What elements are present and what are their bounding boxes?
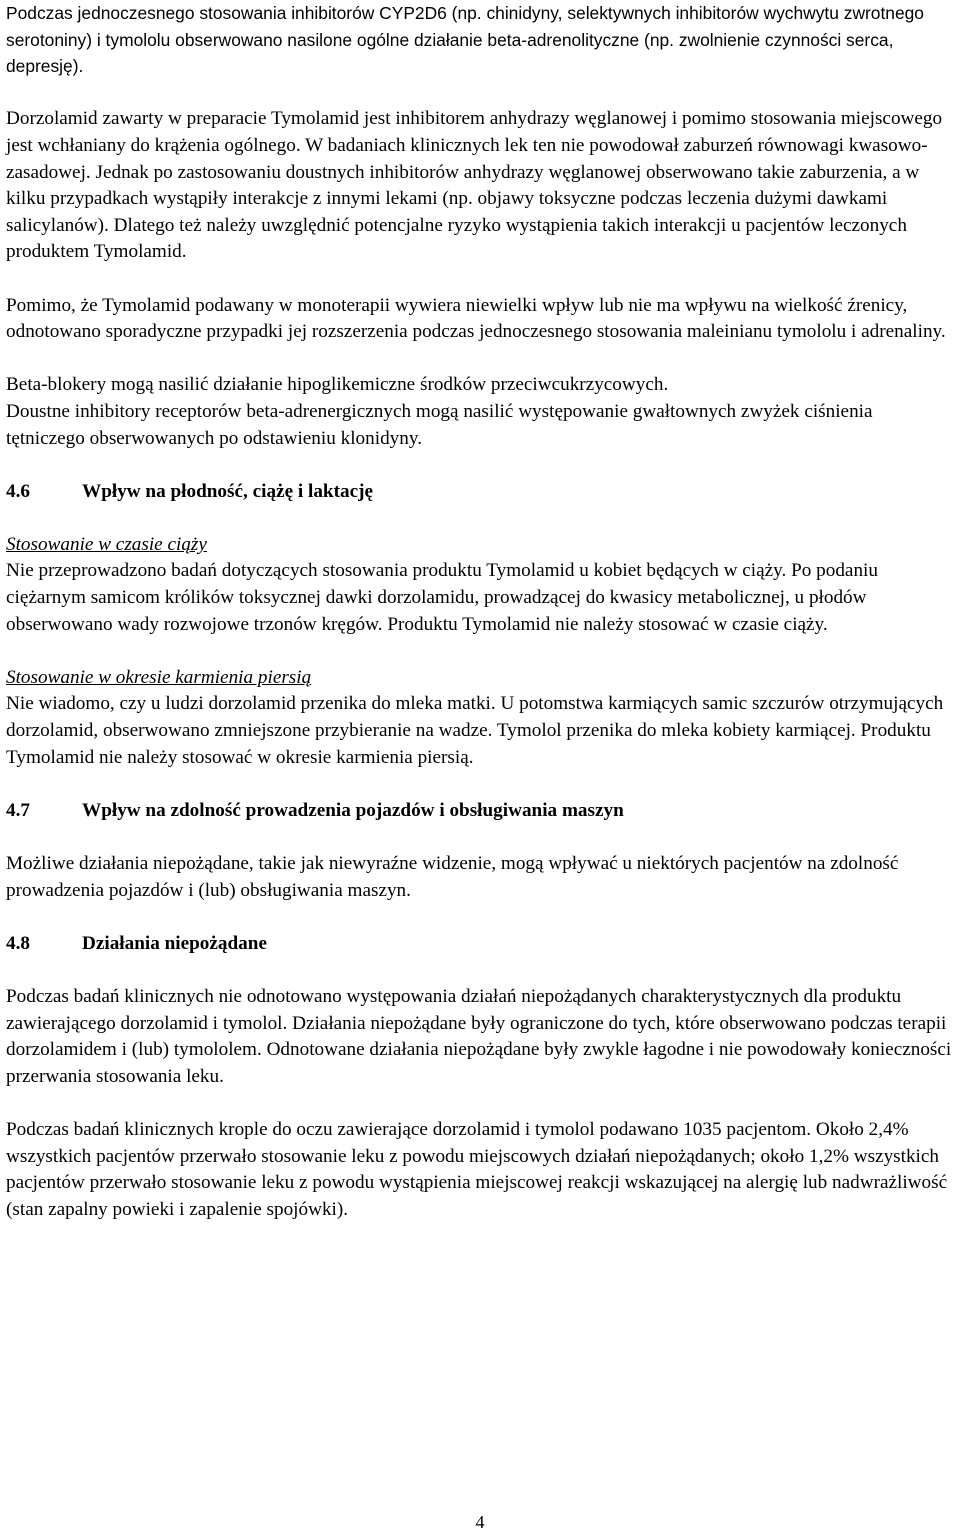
- section-title: Wpływ na zdolność prowadzenia pojazdów i obsługiwania maszyn: [82, 799, 624, 821]
- paragraph-line: Doustne inhibitory receptorów beta-adrenergicznych mogą nasilić występowanie gwałtownych zwyżek ciśnienia tętniczego obserwowanych po odstawieniu klonidyny.: [6, 400, 873, 449]
- paragraph-cyp2d6-interaction: [6, 0, 956, 80]
- paragraph-text: Nie przeprowadzono badań dotyczących stosowania produktu Tymolamid u kobiet będących w ciąży. Po podaniu ciężarnym samicom królików toksycznej dawki dorzolamidu, prowadzącej do kwasicy metabolicznej, u płodów obserwowano wady rozwojowe trzonów kręgów. Produktu Tymolamid nie należy stosować w czasie ciąży.: [6, 560, 878, 635]
- page-number: 4: [475, 1512, 485, 1532]
- paragraph-pregnancy: [6, 558, 956, 638]
- section-number: 4.6: [6, 480, 30, 502]
- paragraph-adverse-effects-trials: [6, 1117, 956, 1223]
- section-heading-4-6: [6, 479, 956, 506]
- paragraph-driving: [6, 851, 956, 904]
- paragraph-text: Możliwe działania niepożądane, takie jak niewyraźne widzenie, mogą wpływać u niektórych pacjentów na zdolność prowadzenia pojazdów i (lub) obsługiwania maszyn.: [6, 853, 899, 901]
- paragraph-pupil-effect: [6, 293, 956, 346]
- paragraph-beta-blockers: [6, 372, 956, 452]
- paragraph-text: Podczas jednoczesnego stosowania inhibitorów CYP2D6 (np. chinidyny, selektywnych inhibitorów wychwytu zwrotnego serotoniny) i tymololu obserwowano nasilone ogólne działanie beta-adrenolityczne (np. zwolnienie czynności serca, depresję).: [6, 3, 924, 77]
- paragraph-line: Beta-blokery mogą nasilić działanie hipoglikemiczne środków przeciwcukrzycowych.: [6, 374, 669, 396]
- section-title: Działania niepożądane: [82, 932, 267, 954]
- section-number: 4.8: [6, 932, 30, 954]
- section-number: 4.7: [6, 799, 30, 821]
- section-heading-4-7: [6, 798, 956, 825]
- subheading-pregnancy: Stosowanie w czasie ciąży: [6, 533, 207, 555]
- subheading-breastfeeding: Stosowanie w okresie karmienia piersią: [6, 666, 312, 688]
- section-title: Wpływ na płodność, ciążę i laktację: [82, 480, 374, 502]
- paragraph-breastfeeding: [6, 691, 956, 771]
- paragraph-text: Nie wiadomo, czy u ludzi dorzolamid przenika do mleka matki. U potomstwa karmiących samic szczurów otrzymujących dorzolamid, obserwowano zmniejszone przybieranie na wadze. Tymolol przenika do mleka kobiety karmiącej. Produktu Tymolamid nie należy stosować w okresie karmienia piersią.: [6, 693, 944, 768]
- document-page: [6, 0, 956, 1223]
- paragraph-text: Dorzolamid zawarty w preparacie Tymolamid jest inhibitorem anhydrazy węglanowej i pomimo stosowania miejscowego jest wchłaniany do krążenia ogólnego. W badaniach klinicznych lek ten nie powodował zaburzeń równowagi kwasowo-zasadowej. Jednak po zastosowaniu doustnych inhibitorów anhydrazy węglanowej obserwowano takie zaburzenia, a w kilku przypadkach wystąpiły interakcje z innymi lekami (np. objawy toksyczne podczas leczenia dużymi dawkami salicylanów). Dlatego też należy uwzględnić potencjalne ryzyko wystąpienia takich interakcji u pacjentów leczonych produktem Tymolamid.: [6, 108, 943, 263]
- paragraph-dorzolamide-interaction: [6, 106, 956, 266]
- paragraph-text: Podczas badań klinicznych nie odnotowano występowania działań niepożądanych charakterystycznych dla produktu zawierającego dorzolamid i tymolol. Działania niepożądane były ograniczone do tych, które obserwowano podczas terapii dorzolamidem i (lub) tymololem. Odnotowane działania niepożądane były zwykle łagodne i nie powodowały konieczności przerwania stosowania leku.: [6, 985, 952, 1087]
- section-heading-4-8: [6, 931, 956, 958]
- paragraph-text: Pomimo, że Tymolamid podawany w monoterapii wywiera niewielki wpływ lub nie ma wpływu na wielkość źrenicy, odnotowano sporadyczne przypadki jej rozszerzenia podczas jednoczesnego stosowania maleinianu tymololu i adrenaliny.: [6, 294, 946, 343]
- paragraph-adverse-effects-summary: [6, 984, 956, 1090]
- paragraph-text: Podczas badań klinicznych krople do oczu zawierające dorzolamid i tymolol podawano 1035 pacjentom. Około 2,4% wszystkich pacjentów przerwało stosowanie leku z powodu miejscowych działań niepożądanych; około 1,2% wszystkich pacjentów przerwało stosowanie leku z powodu wystąpienia miejscowej reakcji wskazującej na alergię lub nadwrażliwość (stan zapalny powieki i zapalenie spojówki).: [6, 1118, 948, 1220]
